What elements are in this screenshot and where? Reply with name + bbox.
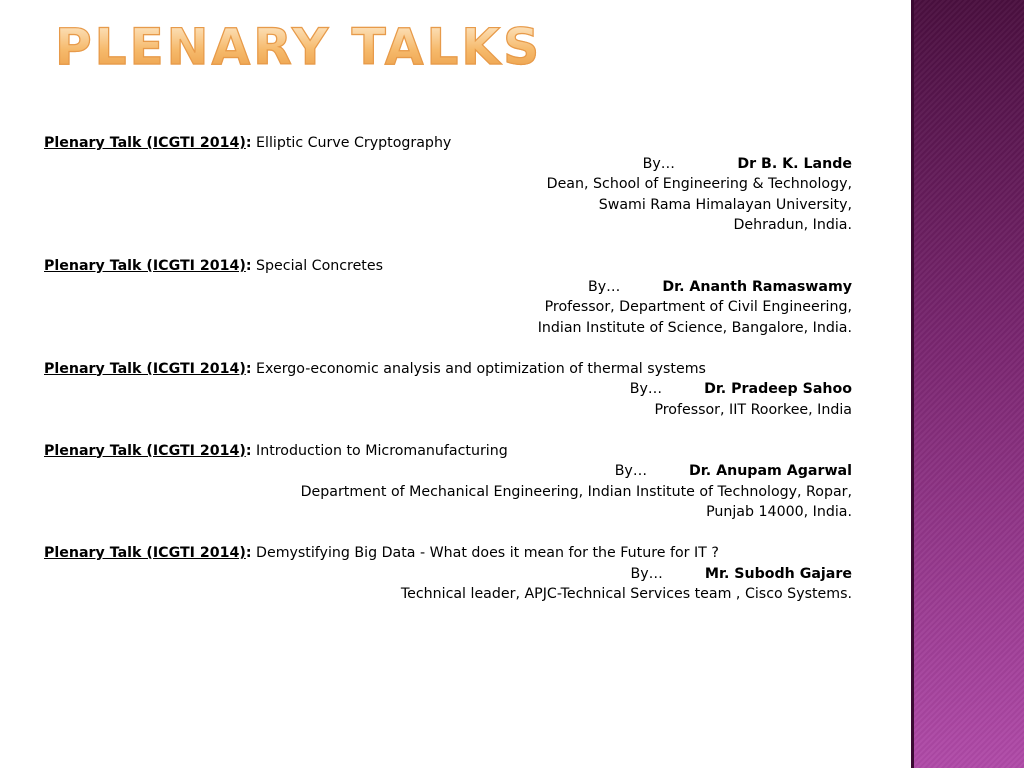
speaker-line (44, 154, 852, 175)
talk-topic: Demystifying Big Data - What does it mean for the Future for IT ? (251, 545, 719, 561)
talk-item (44, 359, 852, 421)
talk-label-colon: : (245, 545, 252, 561)
talk-item (44, 543, 852, 605)
talk-item (44, 133, 852, 236)
talk-topic: Elliptic Curve Cryptography (251, 135, 452, 151)
speaker-line (44, 461, 852, 482)
talk-heading (44, 359, 852, 380)
speaker-affiliation: Dehradun, India. (733, 217, 852, 233)
slide-title: PLENARY TALKS (55, 18, 543, 76)
speaker-name: Dr. Pradeep Sahoo (704, 381, 852, 397)
talk-topic: Exergo-economic analysis and optimization of thermal systems (251, 360, 706, 377)
speaker-affiliation: Dean, School of Engineering & Technology, (546, 176, 852, 192)
talk-label: Plenary Talk (ICGTI 2014) (44, 135, 246, 151)
talk-item (44, 441, 852, 523)
speaker-affiliation: Professor, IIT Roorkee, India (654, 401, 852, 418)
by-label: By… (588, 278, 621, 295)
talk-heading (44, 441, 852, 462)
speaker-affiliation: Punjab 14000, India. (706, 504, 852, 520)
talk-label: Plenary Talk (ICGTI 2014) (44, 258, 246, 274)
by-label: By… (629, 381, 663, 397)
talk-topic: Special Concretes (251, 258, 383, 274)
speaker-affiliation: Swami Rama Himalayan University, (598, 196, 852, 213)
talk-item (44, 256, 852, 338)
talk-label-colon: : (245, 442, 252, 459)
talk-label: Plenary Talk (ICGTI 2014) (44, 442, 246, 459)
speaker-affiliation: Technical leader, APJC-Technical Services team , Cisco Systems. (400, 586, 852, 602)
speaker-line (44, 379, 852, 400)
talk-heading (44, 133, 852, 154)
talk-label-colon: : (245, 258, 252, 274)
speaker-line (44, 564, 852, 585)
decorative-side-bar (911, 0, 1024, 768)
speaker-line (44, 277, 852, 298)
speaker-affiliation: Indian Institute of Science, Bangalore, India. (537, 319, 852, 336)
talk-label: Plenary Talk (ICGTI 2014) (44, 545, 246, 561)
talk-heading (44, 256, 852, 277)
by-label: By… (614, 463, 648, 479)
by-label: By… (642, 155, 675, 172)
talk-topic: Introduction to Micromanufacturing (251, 442, 508, 459)
talk-heading (44, 543, 852, 564)
speaker-name: Dr B. K. Lande (737, 155, 852, 172)
speaker-affiliation: Professor, Department of Civil Engineering, (544, 299, 852, 315)
speaker-name: Dr. Anupam Agarwal (689, 463, 852, 479)
speaker-affiliation: Department of Mechanical Engineering, Indian Institute of Technology, Ropar, (300, 483, 852, 500)
by-label: By… (630, 565, 663, 582)
talk-label-colon: : (245, 135, 252, 151)
talk-label-colon: : (245, 360, 252, 377)
speaker-name: Dr. Ananth Ramaswamy (662, 278, 852, 295)
speaker-name: Mr. Subodh Gajare (704, 565, 852, 582)
talks-list (44, 133, 852, 625)
talk-label: Plenary Talk (ICGTI 2014) (44, 360, 246, 377)
